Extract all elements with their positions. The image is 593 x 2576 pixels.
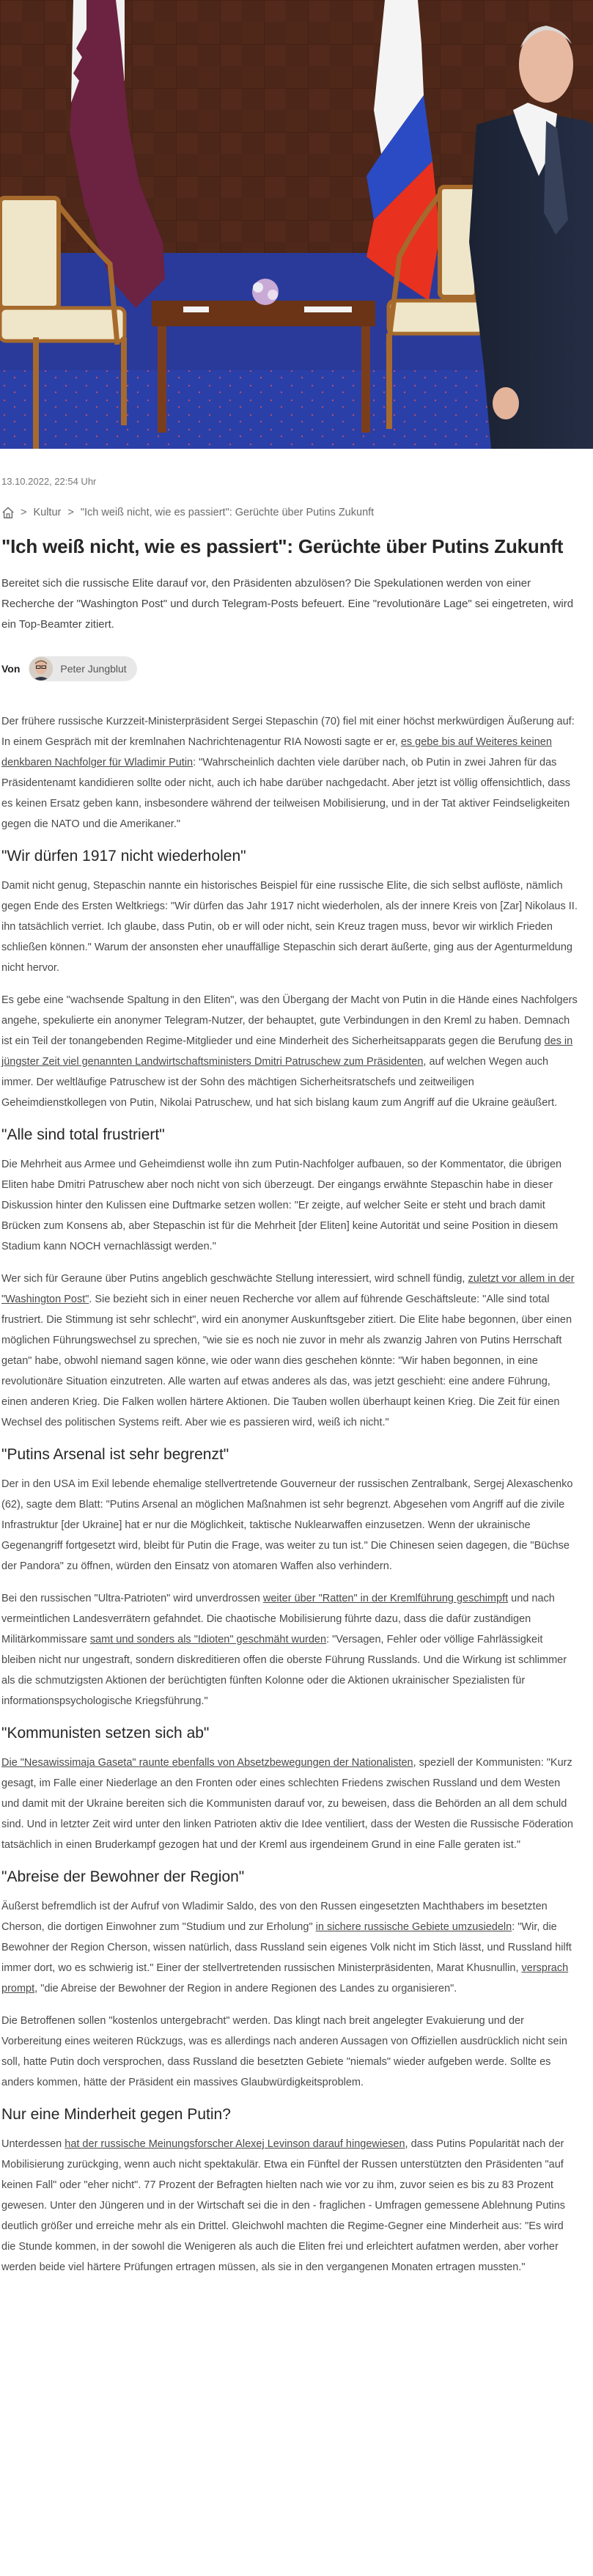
inline-link[interactable]: weiter über "Ratten" in der Kremlführung geschimpft [262, 1593, 509, 1604]
paragraph-text: und nach vermeintlichen Landesverrätern gefahndet. Die chaotische Mobilisierung führte dazu, dass die dafür zuständigen Militärkommissare [1, 1593, 555, 1645]
paragraph-text: Die Mehrheit aus Armee und Geheimdienst wolle ihn zum Putin-Nachfolger aufbauen, so der Kommentator, die übrigen Eliten habe Dmitri Patruschew aber noch nicht von sich überzeugt. Der eingangs erwähnte Stepaschin habe in dieser Diskussion hinter den Kulissen eine Duftmarke setzen wollen: "Er zeigte, auf welcher Seite er steht und brach damit Brücken zum Konsens ab, aber Stepaschin ist für die Mehrheit [der Eliten] keine Autorität und seine Position in diesem Stadium kann NOCH vernachlässigt werden." [1, 1159, 562, 1252]
body-paragraph [1, 1154, 578, 1257]
body-paragraph [1, 1588, 578, 1711]
body-paragraph [1, 711, 578, 834]
hero-photo [0, 0, 593, 449]
breadcrumb-home-link[interactable] [1, 506, 15, 519]
section-heading: "Abreise der Bewohner der Region" [1, 1868, 245, 1885]
paragraph-text: , dass Putins Popularität nach der Mobilisierung zurückging, wenn auch nicht spektakulär. Etwa ein Fünftel der Russen unterstützten den Präsidenten "auf keinen Fall" oder "eher nicht". 77 Prozent der Befragten hielten nach wie vor zu ihm, zuvor seien es bis zu 83 Prozent gewesen. Unter den Jüngeren und in der Wirtschaft sei die in den - fraglichen - Umfragen gemessene Ablehnung Putins deutlich größer und erreiche mehr als ein Drittel. Gleichwohl machten die Regime-Gegner eine Minderheit aus: "Es wird die Stunde kommen, in der sowohl die Wenigeren als auch die Eliten frei und erleichtert aufatmen werden, aber vorher werden beide viel härtere Prüfungen ertragen müssen, als sie in den vergangenen Monaten ertragen mussten." [1, 2138, 565, 2273]
author-name: Peter Jungblut [60, 663, 127, 675]
article-body [1, 711, 592, 2278]
section-heading: "Putins Arsenal ist sehr begrenzt" [1, 1446, 229, 1463]
article-title: "Ich weiß nicht, wie es passiert": Gerüchte über Putins Zukunft [1, 535, 564, 557]
inline-link[interactable]: Die "Nesawissimaja Gaseta" raunte ebenfalls von Absetzbewegungen der Nationalisten [1, 1757, 413, 1769]
author-avatar [29, 657, 53, 680]
section-heading: "Wir dürfen 1917 nicht wiederholen" [1, 848, 246, 865]
paragraph-text: Wer sich für Geraune über Putins angeblich geschwächte Stellung interessiert, wird schnell fündig, [1, 1273, 468, 1285]
paragraph-text: Es gebe eine "wachsende Spaltung in den Eliten", was den Übergang der Macht von Putin in die Hände eines Nachfolgers angehe, spekulierte ein anonymer Telegram-Nutzer, der behauptet, gute Verbindungen in den Kreml zu haben. Demnach ist ein Teil der tonangebenden Regime-Mitglieder und eine Minderheit des Sicherheitsapparats gegen die Berufung [1, 994, 578, 1047]
paragraph-text: , speziell der Kommunisten: "Kurz gesagt, im Falle einer Niederlage an den Fronten oder eines schlechten Friedens zwischen Russland und dem Westen und damit mit der Ukraine bereiten sich die Kommunisten darauf vor, zu beweisen, dass die Behörden an all dem schuld sind. Und in letzter Zeit wird unter den linken Patrioten aktiv die Idee ventiliert, dass der Westen die Russische Föderation tatsächlich in einen Bruderkampf gezogen hat und der Kreml aus irgendeinem Grund in eine Falle geraten ist." [1, 1757, 573, 1851]
section-heading: "Kommunisten setzen sich ab" [1, 1725, 210, 1742]
breadcrumb-item-kultur[interactable]: Kultur [33, 507, 62, 518]
byline [1, 656, 592, 682]
body-paragraph [1, 2011, 578, 2093]
paragraph-text: , "die Abreise der Bewohner der Region in andere Regionen des Landes zu organisieren". [34, 1983, 457, 1995]
inline-link[interactable]: des in jüngster Zeit viel genannten Landwirtschaftsministers Dmitri Patruschew zum Präsidenten [1, 1035, 573, 1068]
body-paragraph [1, 1269, 578, 1433]
inline-link[interactable]: in sichere russische Gebiete umzusiedeln [315, 1921, 512, 1933]
inline-link[interactable]: zuletzt vor allem in der "Washington Post" [1, 1273, 575, 1305]
author-photo [29, 657, 53, 680]
article-lead: Bereitet sich die russische Elite darauf vor, den Präsidenten abzulösen? Die Spekulationen werden von einer Recherche der "Washington Post" und durch Telegram-Posts befeuert. Eine "revolutionäre Lage" sei eingetreten, wird ein Top-Beamter zitiert. [1, 577, 574, 631]
paragraph-text: Äußerst befremdlich ist der Aufruf von Wladimir Saldo, des von den Russen eingesetzten Machthabers im besetzten Cherson, die dortigen Einwohner zum "Studium und zur Erholung" [1, 1901, 548, 1933]
author-link[interactable] [29, 656, 136, 681]
body-paragraph [1, 876, 578, 978]
inline-link[interactable]: versprach prompt [1, 1962, 569, 1995]
body-paragraph [1, 1896, 578, 1999]
inline-link[interactable]: es gebe bis auf Weiteres keinen denkbaren Nachfolger für Wladimir Putin [1, 736, 552, 768]
paragraph-text: : "Versagen, Fehler oder völlige Fahrlässigkeit bleiben nicht nur ungestraft, sondern diskreditieren offen die oberste Führung Russlands. Und die Wirkung ist schlimmer als die schmutzigsten Aktionen der berüchtigten fünften Kolonne oder die Aktionen ukrainischer Spezialisten für informationspsychologische Kriegsführung." [1, 1634, 567, 1707]
breadcrumb-separator: > [21, 507, 27, 518]
breadcrumb [1, 504, 592, 521]
byline-prefix: Von [1, 663, 21, 675]
body-paragraph [1, 1753, 578, 1855]
section-heading: "Alle sind total frustriert" [1, 1126, 165, 1143]
body-paragraph [1, 2134, 578, 2278]
paragraph-text: Bei den russischen "Ultra-Patrioten" wird unverdrossen [1, 1593, 263, 1604]
publish-timestamp: 13.10.2022, 22:54 Uhr [1, 476, 97, 487]
hero-image [0, 0, 593, 449]
body-paragraph [1, 990, 578, 1113]
home-icon [1, 506, 15, 519]
paragraph-text: : "Wir, die Bewohner der Region Cherson, wissen natürlich, dass Russland sein eigenes Volk nicht im Stich lässt, und Russland hilft immer dort, wo es schwierig ist." Einer der stellvertretenden russischen Ministerpräsidenten, Marat Khusnullin, [1, 1921, 572, 1974]
paragraph-text: . Sie bezieht sich in einer neuen Recherche vor allem auf führende Geschäftsleute: "Alle sind total frustriert. Die Stimmung ist sehr schlecht", wird ein anonymer Auskunftsgeber zitiert. Die Elite habe begonnen, über einen möglichen Führungswechsel zu sprechen, "wie sie es noch nie zuvor in mehr als zwanzig Jahren von Putins Herrschaft getan" habe, obwohl niemand sagen könne, wie oder wann dies geschehen könnte: "Wir haben begonnen, in eine revolutionäre Situation einzutreten. Alle warten auf etwas anderes als das, was jetzt geschieht: eine andere Führung, einen anderen Krieg. Die Falken wollen härtere Aktionen. Die Tauben wollen überhaupt keinen Krieg. Die Zeit für einen Wechsel des politischen Systems reift. Aber wie es passieren wird, weiß ich nicht." [1, 1293, 572, 1428]
paragraph-text: Unterdessen [1, 2138, 65, 2150]
paragraph-text: Der in den USA im Exil lebende ehemalige stellvertretende Gouverneur der russischen Zentralbank, Sergej Alexaschenko (62), sagte dem Blatt: "Putins Arsenal an möglichen Maßnahmen ist sehr begrenzt. Abgesehen vom Angriff auf die zivile Infrastruktur [der Ukraine] hat er nur die Möglichkeit, taktische Nuklearwaffen einzusetzen. Wenn der ukrainische Gegenangriff fortgesetzt wird, bleibt für Putin die Frage, was weiter zu tun ist." Die Chinesen seien dagegen, die "Büchse der Pandora" zu öffnen, würden den Einsatz von atomaren Waffen also verhindern. [1, 1478, 573, 1572]
body-paragraph [1, 1474, 578, 1577]
breadcrumb-separator: > [67, 507, 74, 518]
paragraph-text: , auf welchen Wegen auch immer. Der weltläufige Patruschew ist der Sohn des mächtigen Sicherheitsratschefs und zeitweiligen Geheimdienstkollegen von Putin, Nikolai Patruschew, und hat sich bislang kaum zum Angriff auf die Ukraine geäußert. [1, 1056, 558, 1109]
article [0, 474, 593, 2278]
paragraph-text: Die Betroffenen sollen "kostenlos untergebracht" werden. Das klingt nach breit angelegter Evakuierung und der Vorbereitung eines weiteren Rückzugs, was es allerdings nach anderen Aussagen von Offiziellen ausdrücklich nicht sein soll, hatte Putin doch versprochen, dass Russland die besetzten Gebiete "niemals" wieder aufgeben werde. Sollte es anders kommen, hätte der Präsident ein massives Glaubwürdigkeitsproblem. [1, 2015, 567, 2088]
inline-link[interactable]: hat der russische Meinungsforscher Alexej Levinson darauf hingewiesen [65, 2138, 405, 2150]
paragraph-text: : "Wahrscheinlich dachten viele darüber nach, ob Putin in zwei Jahren für das Präsidentenamt kandidieren sollte oder nicht, auch ich habe darüber nachgedacht. Aber jetzt ist völlig offensichtlich, dass es keinen Ersatz geben kann, insbesondere während der teilweisen Mobilisierung, und in der Tat aktiver Feindseligkeiten gegen die NATO und die Amerikaner." [1, 757, 570, 830]
section-heading: Nur eine Minderheit gegen Putin? [1, 2106, 231, 2123]
breadcrumb-current: "Ich weiß nicht, wie es passiert": Gerüchte über Putins Zukunft [80, 507, 375, 518]
paragraph-text: Der frühere russische Kurzzeit-Ministerpräsident Sergei Stepaschin (70) fiel mit einer höchst merkwürdigen Äußerung auf: In einem Gespräch mit der kremlnahen Nachrichtenagentur RIA Nowosti sagte er er, [1, 716, 575, 748]
inline-link[interactable]: samt und sonders als "Idioten" geschmäht wurden [89, 1634, 327, 1645]
paragraph-text: Damit nicht genug, Stepaschin nannte ein historisches Beispiel für eine russische Elite, die sich selbst auflöste, nämlich gegen Ende des Ersten Weltkriegs: "Wir dürfen das Jahr 1917 nicht wiederholen, als der innere Kreis von [Zar] Nikolaus II. ihn tatsächlich verriet. Ich glaube, dass Putin, ob er will oder nicht, sein Kreuz tragen muss, bevor wir wirklich Frieden schließen können." Warum der ansonsten eher unauffällige Stepaschin sich derart äußerte, ging aus der Agenturmeldung nicht hervor. [1, 880, 578, 974]
